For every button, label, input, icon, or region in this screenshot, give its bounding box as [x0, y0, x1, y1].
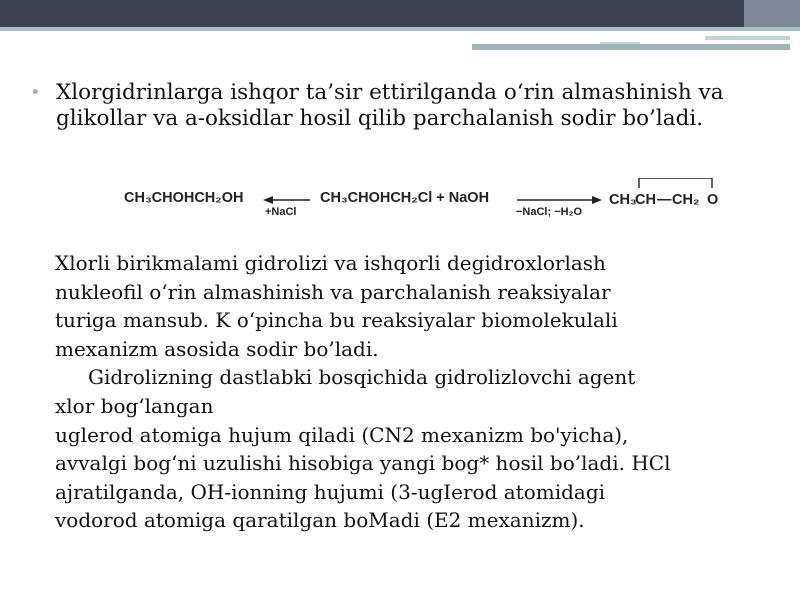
reaction-reactant: CH₃CHOHCH₂Cl + NaOH — [320, 190, 490, 206]
paragraph-line: Xlorli birikmalami gidrolizi va ishqorli degidroxlorlash — [55, 251, 606, 275]
reaction-product-glycol: CH₃CHOHCH₂OH — [124, 190, 244, 206]
header-divider — [0, 27, 800, 31]
accent-line-short — [600, 42, 640, 44]
header-bar-strip — [744, 0, 800, 27]
reaction-reverse-condition: +NaCl — [265, 206, 297, 218]
paragraph-line: avvalgi bog‘ni uzulishi hisobiga yangi bog* hosil bo’ladi. HCl — [55, 451, 671, 476]
reaction-forward-condition: −NaCl; −H₂O — [516, 206, 583, 218]
epoxide-ch3: CH₃ — [609, 192, 637, 208]
paragraph-line: ajratilganda, OH-ionning hujumi (3-ugIerod atomidagi — [55, 479, 606, 504]
paragraph-line: uglerod atomiga hujum qiladi (CN2 mexanizm bo'yicha), — [55, 422, 629, 447]
epoxide-ch2: CH₂ — [672, 192, 700, 208]
epoxide-oxygen: O — [707, 192, 719, 208]
paragraph-line: vodorod atomiga qaratilgan boMadi (E2 mexanizm). — [55, 508, 585, 533]
body-paragraph — [55, 249, 770, 535]
reaction-scheme — [124, 178, 724, 226]
bullet-icon: • — [30, 82, 41, 103]
header-bar — [0, 0, 800, 27]
accent-line-thin — [705, 36, 790, 40]
paragraph-line: turiga mansub. K o‘pincha bu reaksiyalar biomolekulali — [55, 308, 618, 333]
epoxide-bond: — — [657, 192, 672, 208]
accent-line — [472, 44, 790, 50]
paragraph-line: nukleofil o‘rin almashinish va parchalanish reaksiyalar — [55, 279, 611, 304]
paragraph-line: Gidrolizning dastlabki bosqichida gidrolizlovchi agent — [88, 365, 636, 390]
paragraph-line: xlor bog‘langan — [55, 393, 214, 418]
paragraph-line: mexanizm asosida sodir bo’ladi. — [55, 336, 379, 361]
bullet-text: Xlorgidrinlarga ishqor ta’sir ettirilganda o‘rin almashinish va glikollar va a-oksidlar hosil qilib parchalanish sodir bo’ladi. — [56, 80, 724, 131]
epoxide-ch: CH — [635, 192, 656, 208]
